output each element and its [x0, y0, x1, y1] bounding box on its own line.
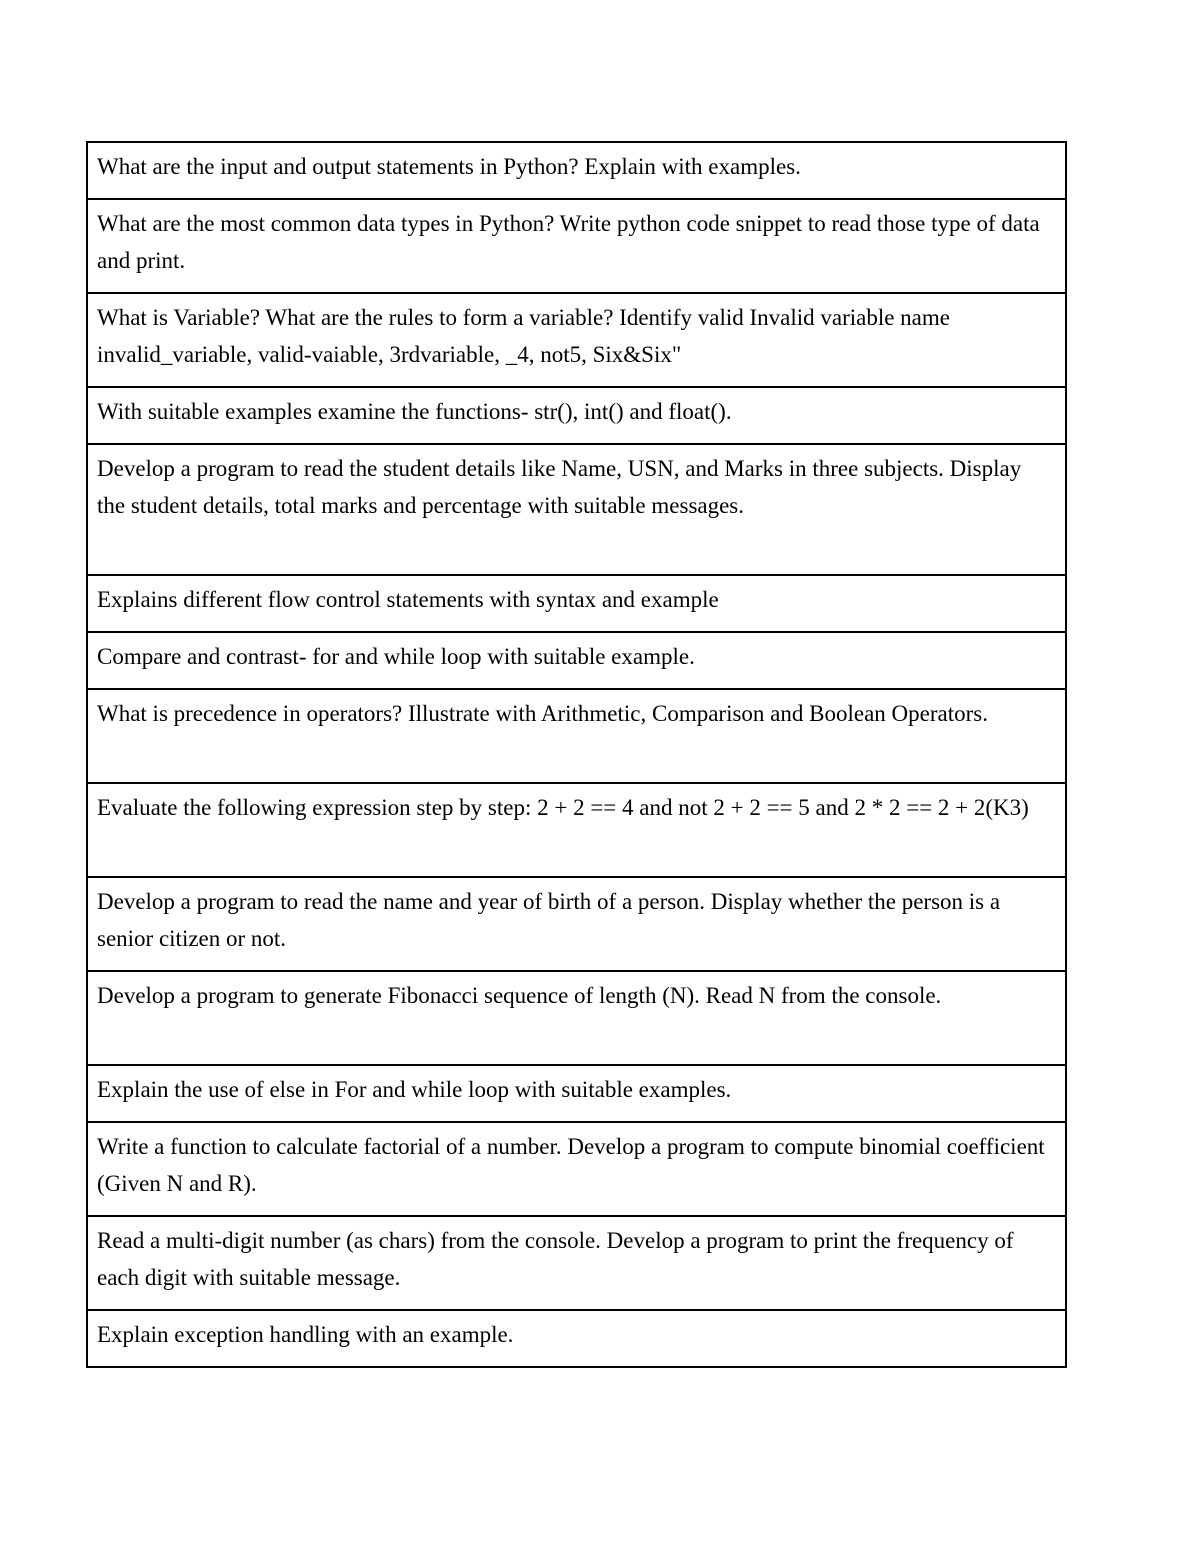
table-row: [87, 1310, 1066, 1367]
question-cell: Develop a program to generate Fibonacci sequence of length (N). Read N from the console.: [87, 971, 1066, 1065]
table-row: [87, 1216, 1066, 1310]
table-row: [87, 293, 1066, 387]
question-cell: Explain exception handling with an example.: [87, 1310, 1066, 1367]
question-cell: What are the input and output statements in Python? Explain with examples.: [87, 142, 1066, 199]
question-cell: Develop a program to read the student details like Name, USN, and Marks in three subjects. Display the student details, total marks and percentage with suitable messages.: [87, 444, 1066, 575]
table-row: [87, 1122, 1066, 1216]
question-cell: What is Variable? What are the rules to form a variable? Identify valid Invalid variable name invalid_variable, valid-vaiable, 3rdvariable, _4, not5, Six&Six": [87, 293, 1066, 387]
table-row: [87, 142, 1066, 199]
table-row: [87, 877, 1066, 971]
question-table: [86, 141, 1067, 1368]
table-row: [87, 783, 1066, 877]
table-row: [87, 444, 1066, 575]
table-row: [87, 689, 1066, 783]
question-cell: Explain the use of else in For and while loop with suitable examples.: [87, 1065, 1066, 1122]
question-cell: Write a function to calculate factorial of a number. Develop a program to compute binomial coefficient (Given N and R).: [87, 1122, 1066, 1216]
question-cell: Compare and contrast- for and while loop with suitable example.: [87, 632, 1066, 689]
question-cell: What is precedence in operators? Illustrate with Arithmetic, Comparison and Boolean Operators.: [87, 689, 1066, 783]
question-cell: What are the most common data types in Python? Write python code snippet to read those type of data and print.: [87, 199, 1066, 293]
table-row: [87, 1065, 1066, 1122]
table-row: [87, 575, 1066, 632]
table-row: [87, 387, 1066, 444]
question-cell: Explains different flow control statements with syntax and example: [87, 575, 1066, 632]
question-cell: Evaluate the following expression step by step: 2 + 2 == 4 and not 2 + 2 == 5 and 2 * 2 == 2 + 2(K3): [87, 783, 1066, 877]
question-cell: Read a multi-digit number (as chars) from the console. Develop a program to print the frequency of each digit with suitable message.: [87, 1216, 1066, 1310]
table-row: [87, 971, 1066, 1065]
table-row: [87, 199, 1066, 293]
question-cell: With suitable examples examine the functions- str(), int() and float().: [87, 387, 1066, 444]
question-cell: Develop a program to read the name and year of birth of a person. Display whether the person is a senior citizen or not.: [87, 877, 1066, 971]
table-row: [87, 632, 1066, 689]
